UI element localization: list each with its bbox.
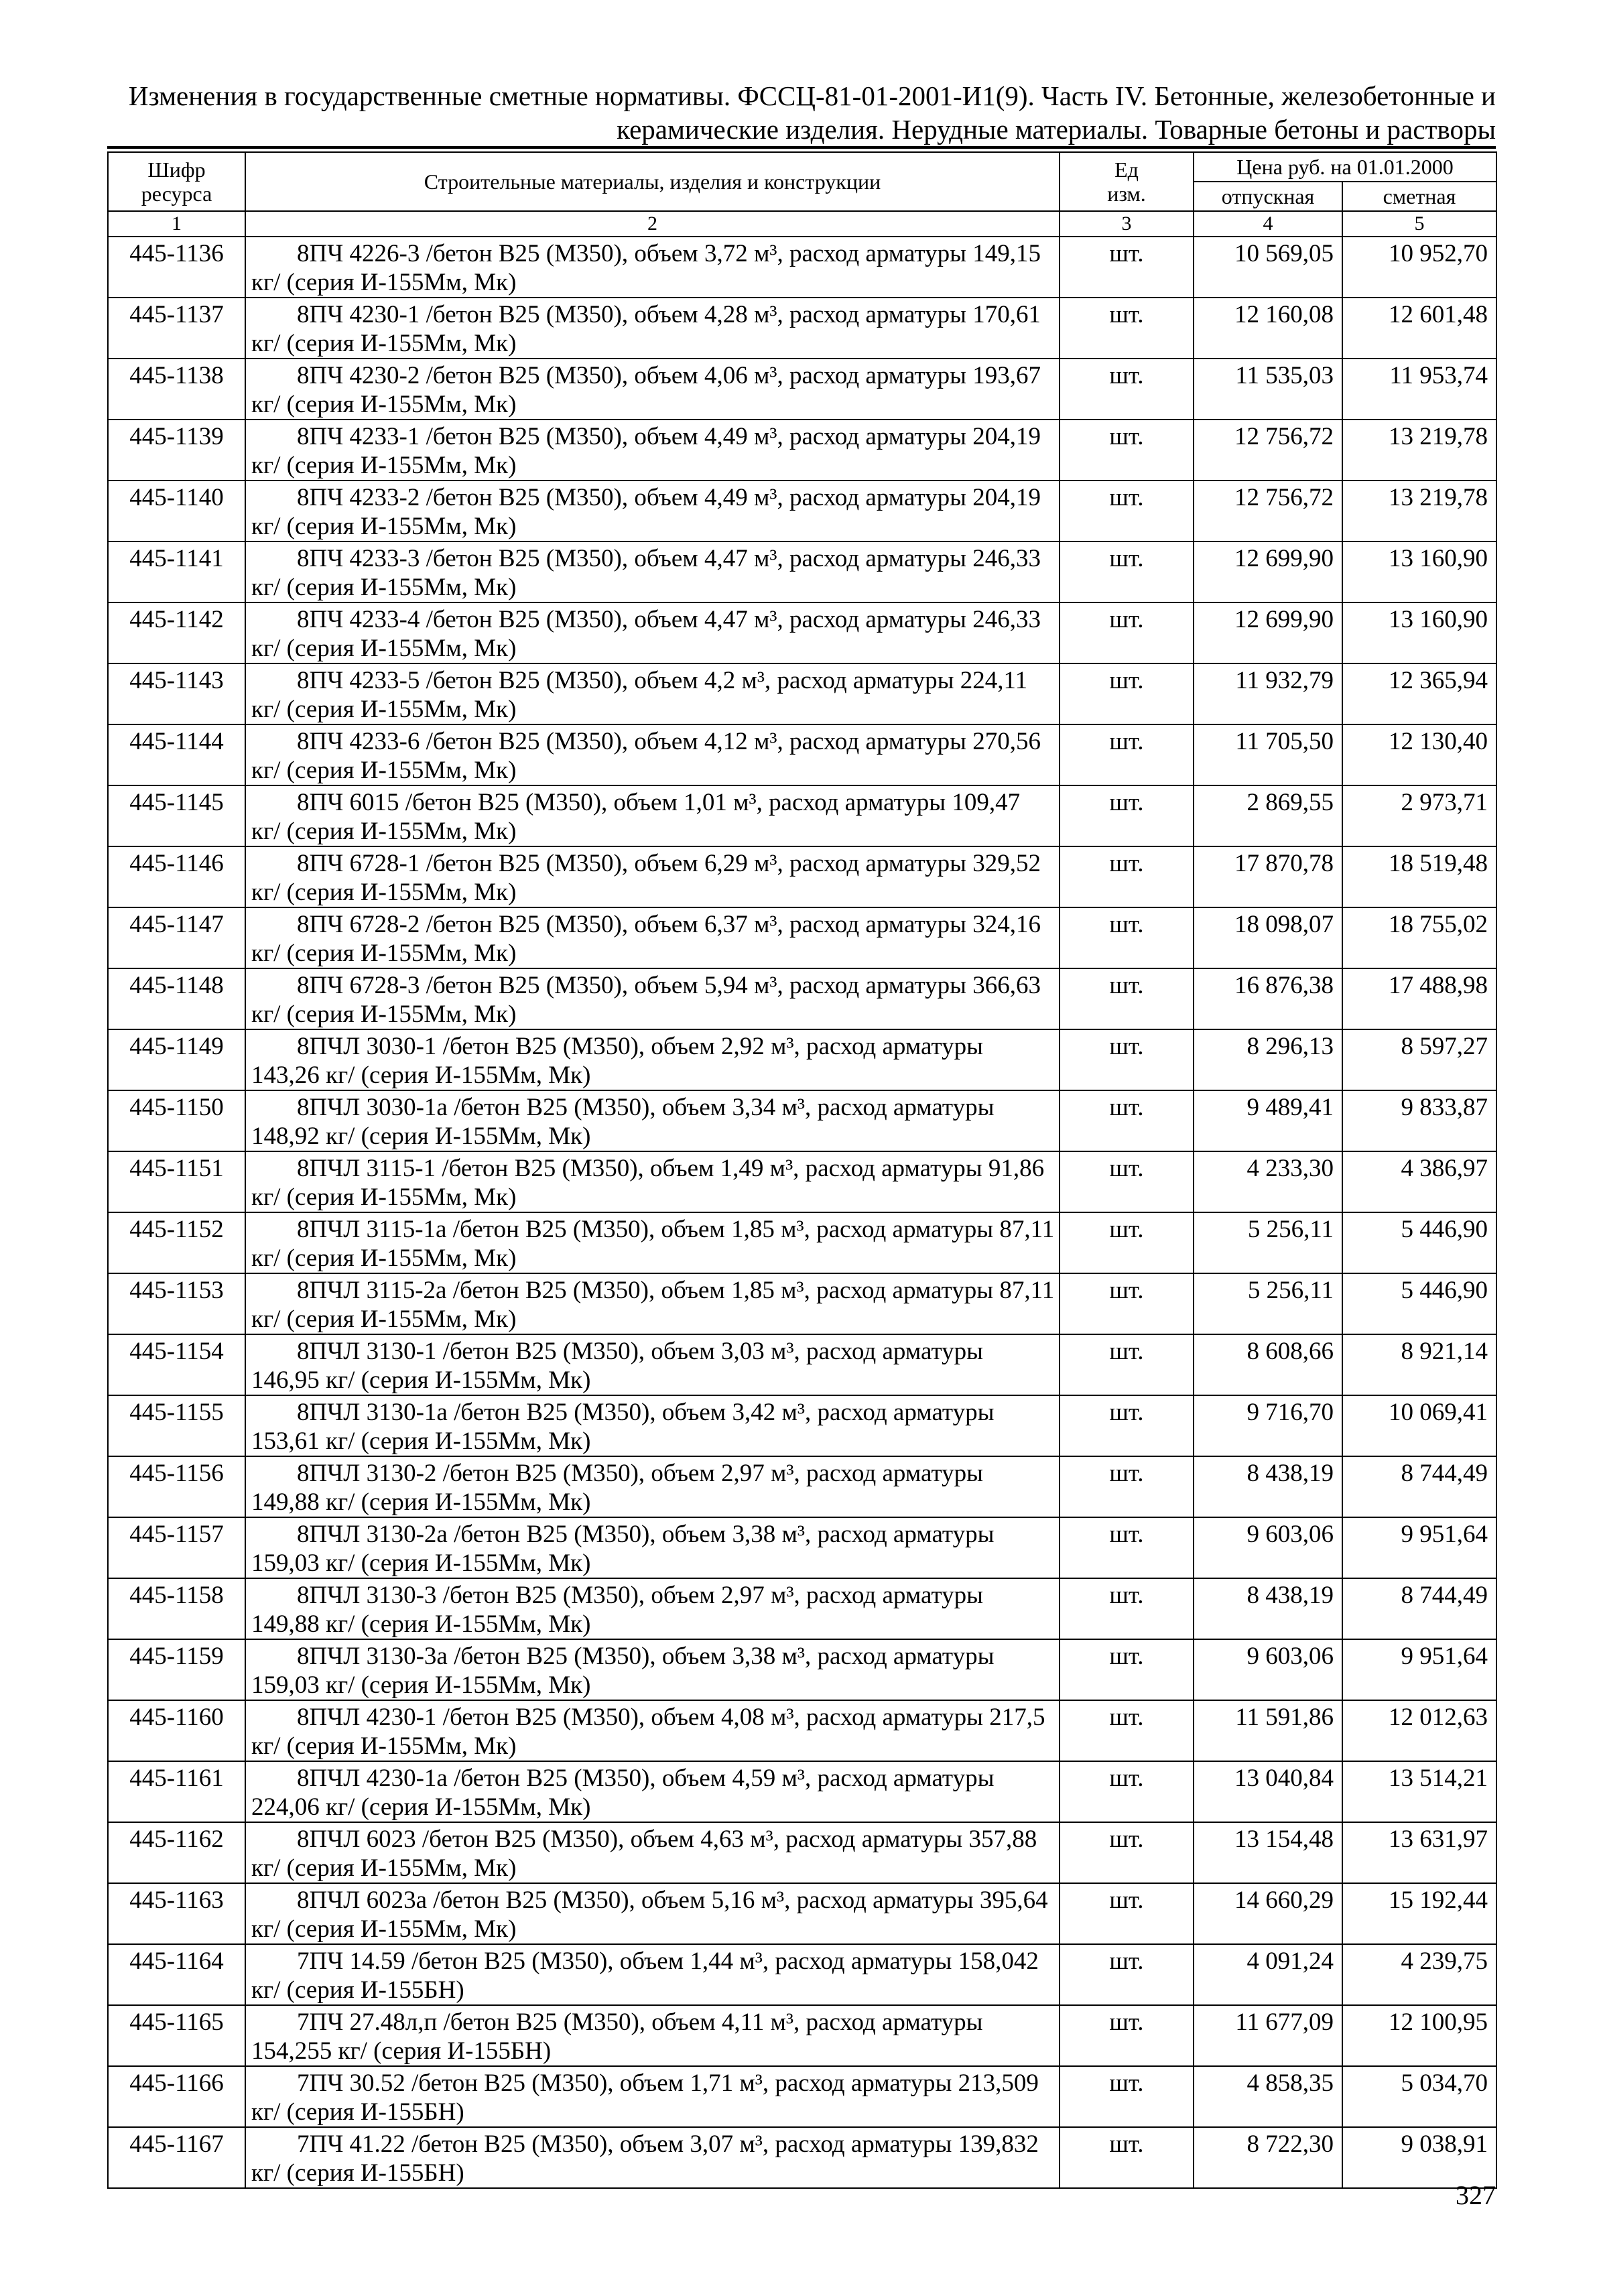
description-cell [245, 846, 1060, 907]
unit-cell: шт. [1060, 481, 1194, 541]
price-release-cell: 8 722,30 [1194, 2127, 1342, 2188]
price-estimate-cell: 11 953,74 [1342, 359, 1496, 420]
unit-cell: шт. [1060, 2066, 1194, 2127]
description-text: 7ПЧ 14.59 /бетон В25 (М350), объем 1,44 м³, расход арматуры 158,042 кг/ (серия И-155БН) [251, 1948, 1039, 2004]
unit-cell: шт. [1060, 298, 1194, 359]
description-text: 7ПЧ 30.52 /бетон В25 (М350), объем 1,71 м³, расход арматуры 213,509 кг/ (серия И-155БН) [251, 2069, 1039, 2126]
description-cell [245, 2127, 1060, 2188]
price-estimate-cell: 10 952,70 [1342, 237, 1496, 298]
price-release-cell: 17 870,78 [1194, 846, 1342, 907]
price-release-cell: 11 932,79 [1194, 663, 1342, 724]
table-row [108, 1700, 1496, 1761]
price-release-cell: 13 040,84 [1194, 1761, 1342, 1822]
description-text: 8ПЧЛ 3115-1 /бетон В25 (М350), объем 1,49 м³, расход арматуры 91,86 кг/ (серия И-155Мм, Мк) [251, 1155, 1045, 1211]
unit-cell: шт. [1060, 1273, 1194, 1334]
resource-code-cell: 445-1144 [108, 724, 245, 785]
price-estimate-cell: 5 446,90 [1342, 1273, 1496, 1334]
price-release-cell: 8 438,19 [1194, 1456, 1342, 1517]
price-estimate-cell: 17 488,98 [1342, 968, 1496, 1029]
unit-cell: шт. [1060, 237, 1194, 298]
resource-code-cell: 445-1141 [108, 541, 245, 602]
description-cell [245, 1517, 1060, 1578]
table-row [108, 1395, 1496, 1456]
description-cell [245, 1334, 1060, 1395]
unit-cell: шт. [1060, 907, 1194, 968]
unit-cell: шт. [1060, 663, 1194, 724]
price-estimate-cell: 13 160,90 [1342, 602, 1496, 663]
price-estimate-cell: 5 034,70 [1342, 2066, 1496, 2127]
resource-code-cell: 445-1142 [108, 602, 245, 663]
table-row [108, 237, 1496, 298]
price-estimate-cell: 18 519,48 [1342, 846, 1496, 907]
unit-cell: шт. [1060, 785, 1194, 846]
table-row [108, 2005, 1496, 2066]
price-release-cell: 8 438,19 [1194, 1578, 1342, 1639]
column-index-cell: 4 [1194, 211, 1342, 237]
col-header-unit-line2: изм. [1107, 182, 1146, 206]
price-estimate-cell: 4 239,75 [1342, 1944, 1496, 2005]
description-text: 8ПЧ 4233-1 /бетон В25 (М350), объем 4,49 м³, расход арматуры 204,19 кг/ (серия И-155Мм, Мк) [251, 423, 1041, 479]
price-estimate-cell: 8 597,27 [1342, 1029, 1496, 1090]
table-row [108, 1578, 1496, 1639]
description-text: 8ПЧЛ 3030-1 /бетон В25 (М350), объем 2,92 м³, расход арматуры 143,26 кг/ (серия И-155Мм, Мк) [251, 1033, 984, 1089]
column-index-cell: 5 [1342, 211, 1496, 237]
price-release-cell: 12 699,90 [1194, 541, 1342, 602]
description-text: 8ПЧ 4233-5 /бетон В25 (М350), объем 4,2 м³, расход арматуры 224,11 кг/ (серия И-155Мм, Мк) [251, 667, 1028, 723]
description-text: 8ПЧЛ 3115-2а /бетон В25 (М350), объем 1,85 м³, расход арматуры 87,11 кг/ (серия И-155Мм, Мк) [251, 1277, 1055, 1333]
price-release-cell: 4 091,24 [1194, 1944, 1342, 2005]
resource-code-cell: 445-1161 [108, 1761, 245, 1822]
unit-cell: шт. [1060, 1883, 1194, 1944]
description-cell [245, 2066, 1060, 2127]
unit-cell: шт. [1060, 420, 1194, 481]
description-cell [245, 724, 1060, 785]
description-cell [245, 968, 1060, 1029]
description-cell [245, 359, 1060, 420]
resource-code-cell: 445-1145 [108, 785, 245, 846]
table-body [108, 237, 1496, 2188]
col-header-description: Строительные материалы, изделия и конструкции [245, 152, 1060, 211]
price-estimate-cell: 13 219,78 [1342, 420, 1496, 481]
resource-code-cell: 445-1139 [108, 420, 245, 481]
description-text: 8ПЧ 4230-1 /бетон В25 (М350), объем 4,28 м³, расход арматуры 170,61 кг/ (серия И-155Мм, Мк) [251, 301, 1041, 357]
resource-code-cell: 445-1155 [108, 1395, 245, 1456]
description-text: 8ПЧ 6728-1 /бетон В25 (М350), объем 6,29 м³, расход арматуры 329,52 кг/ (серия И-155Мм, Мк) [251, 850, 1041, 906]
price-release-cell: 12 756,72 [1194, 481, 1342, 541]
description-text: 8ПЧ 4226-3 /бетон В25 (М350), объем 3,72 м³, расход арматуры 149,15 кг/ (серия И-155Мм, Мк) [251, 240, 1041, 296]
col-header-code [108, 152, 245, 211]
col-header-code-line2: ресурса [141, 182, 212, 206]
price-release-cell: 9 489,41 [1194, 1090, 1342, 1151]
description-cell [245, 298, 1060, 359]
resource-code-cell: 445-1160 [108, 1700, 245, 1761]
unit-cell: шт. [1060, 1639, 1194, 1700]
unit-cell: шт. [1060, 1700, 1194, 1761]
unit-cell: шт. [1060, 1151, 1194, 1212]
column-index-cell: 1 [108, 211, 245, 237]
resource-code-cell: 445-1153 [108, 1273, 245, 1334]
description-cell [245, 1029, 1060, 1090]
description-cell [245, 1090, 1060, 1151]
unit-cell: шт. [1060, 1456, 1194, 1517]
price-estimate-cell: 8 744,49 [1342, 1456, 1496, 1517]
header-rule [107, 146, 1496, 149]
table-row [108, 663, 1496, 724]
column-index-cell: 2 [245, 211, 1060, 237]
price-estimate-cell: 12 012,63 [1342, 1700, 1496, 1761]
unit-cell: шт. [1060, 1944, 1194, 2005]
resource-code-cell: 445-1154 [108, 1334, 245, 1395]
description-cell [245, 785, 1060, 846]
resource-code-cell: 445-1146 [108, 846, 245, 907]
price-release-cell: 8 296,13 [1194, 1029, 1342, 1090]
description-text: 8ПЧ 4230-2 /бетон В25 (М350), объем 4,06 м³, расход арматуры 193,67 кг/ (серия И-155Мм, Мк) [251, 362, 1041, 418]
price-release-cell: 11 705,50 [1194, 724, 1342, 785]
description-cell [245, 907, 1060, 968]
price-estimate-cell: 8 921,14 [1342, 1334, 1496, 1395]
table-row [108, 420, 1496, 481]
table-row [108, 846, 1496, 907]
table-row [108, 359, 1496, 420]
description-cell [245, 1700, 1060, 1761]
description-cell [245, 541, 1060, 602]
unit-cell: шт. [1060, 1090, 1194, 1151]
description-cell [245, 1883, 1060, 1944]
col-header-code-line1: Шифр [147, 157, 206, 182]
description-cell [245, 602, 1060, 663]
price-estimate-cell: 12 601,48 [1342, 298, 1496, 359]
price-release-cell: 9 716,70 [1194, 1395, 1342, 1456]
price-release-cell: 9 603,06 [1194, 1517, 1342, 1578]
table-row [108, 1761, 1496, 1822]
table-row [108, 724, 1496, 785]
description-cell [245, 2005, 1060, 2066]
column-index-cell: 3 [1060, 211, 1194, 237]
table-row [108, 1944, 1496, 2005]
price-estimate-cell: 10 069,41 [1342, 1395, 1496, 1456]
page-number: 327 [1456, 2180, 1496, 2210]
resource-code-cell: 445-1136 [108, 237, 245, 298]
price-release-cell: 5 256,11 [1194, 1212, 1342, 1273]
resource-code-cell: 445-1167 [108, 2127, 245, 2188]
resource-code-cell: 445-1137 [108, 298, 245, 359]
description-text: 8ПЧЛ 3130-1а /бетон В25 (М350), объем 3,42 м³, расход арматуры 153,61 кг/ (серия И-155Мм, Мк) [251, 1399, 995, 1455]
table-row [108, 1090, 1496, 1151]
description-text: 8ПЧЛ 3130-2 /бетон В25 (М350), объем 2,97 м³, расход арматуры 149,88 кг/ (серия И-155Мм, Мк) [251, 1460, 984, 1516]
price-release-cell: 11 677,09 [1194, 2005, 1342, 2066]
price-release-cell: 18 098,07 [1194, 907, 1342, 968]
resource-code-cell: 445-1163 [108, 1883, 245, 1944]
description-text: 8ПЧ 6015 /бетон В25 (М350), объем 1,01 м³, расход арматуры 109,47 кг/ (серия И-155Мм, Мк) [251, 789, 1021, 845]
description-cell [245, 1151, 1060, 1212]
description-cell [245, 420, 1060, 481]
col-header-price-group: Цена руб. на 01.01.2000 [1194, 152, 1496, 182]
description-cell [245, 481, 1060, 541]
column-index-row [108, 211, 1496, 237]
unit-cell: шт. [1060, 602, 1194, 663]
price-release-cell: 5 256,11 [1194, 1273, 1342, 1334]
header-line-2: керамические изделия. Нерудные материалы. Товарные бетоны и растворы [617, 114, 1496, 145]
price-estimate-cell: 9 833,87 [1342, 1090, 1496, 1151]
description-text: 8ПЧЛ 3030-1а /бетон В25 (М350), объем 3,34 м³, расход арматуры 148,92 кг/ (серия И-155Мм, Мк) [251, 1094, 995, 1150]
unit-cell: шт. [1060, 1578, 1194, 1639]
description-cell [245, 237, 1060, 298]
resource-code-cell: 445-1157 [108, 1517, 245, 1578]
table-row [108, 541, 1496, 602]
unit-cell: шт. [1060, 1517, 1194, 1578]
resource-code-cell: 445-1138 [108, 359, 245, 420]
table-row [108, 602, 1496, 663]
unit-cell: шт. [1060, 1822, 1194, 1883]
price-release-cell: 14 660,29 [1194, 1883, 1342, 1944]
resource-code-cell: 445-1140 [108, 481, 245, 541]
description-cell [245, 1273, 1060, 1334]
unit-cell: шт. [1060, 1212, 1194, 1273]
price-estimate-cell: 13 631,97 [1342, 1822, 1496, 1883]
table-row [108, 1456, 1496, 1517]
price-release-cell: 8 608,66 [1194, 1334, 1342, 1395]
description-text: 8ПЧЛ 4230-1а /бетон В25 (М350), объем 4,59 м³, расход арматуры 224,06 кг/ (серия И-155Мм, Мк) [251, 1765, 995, 1821]
resource-code-cell: 445-1152 [108, 1212, 245, 1273]
price-estimate-cell: 13 160,90 [1342, 541, 1496, 602]
description-text: 8ПЧ 6728-3 /бетон В25 (М350), объем 5,94 м³, расход арматуры 366,63 кг/ (серия И-155Мм, Мк) [251, 972, 1041, 1028]
table-row [108, 481, 1496, 541]
resource-code-cell: 445-1159 [108, 1639, 245, 1700]
resource-code-cell: 445-1143 [108, 663, 245, 724]
price-estimate-cell: 9 951,64 [1342, 1517, 1496, 1578]
description-text: 7ПЧ 27.48л,п /бетон В25 (М350), объем 4,11 м³, расход арматуры 154,255 кг/ (серия И-155БН) [251, 2008, 983, 2065]
resource-code-cell: 445-1147 [108, 907, 245, 968]
description-cell [245, 1395, 1060, 1456]
description-cell [245, 1212, 1060, 1273]
description-text: 8ПЧЛ 6023 /бетон В25 (М350), объем 4,63 м³, расход арматуры 357,88 кг/ (серия И-155Мм, Мк) [251, 1826, 1037, 1882]
description-text: 8ПЧ 4233-3 /бетон В25 (М350), объем 4,47 м³, расход арматуры 246,33 кг/ (серия И-155Мм, Мк) [251, 545, 1041, 601]
price-estimate-cell: 18 755,02 [1342, 907, 1496, 968]
unit-cell: шт. [1060, 1761, 1194, 1822]
description-text: 8ПЧЛ 6023а /бетон В25 (М350), объем 5,16 м³, расход арматуры 395,64 кг/ (серия И-155Мм, Мк) [251, 1887, 1048, 1943]
price-release-cell: 12 756,72 [1194, 420, 1342, 481]
price-release-cell: 16 876,38 [1194, 968, 1342, 1029]
unit-cell: шт. [1060, 541, 1194, 602]
table-row [108, 2127, 1496, 2188]
table-row [108, 968, 1496, 1029]
table-row [108, 2066, 1496, 2127]
unit-cell: шт. [1060, 2005, 1194, 2066]
price-release-cell: 9 603,06 [1194, 1639, 1342, 1700]
price-estimate-cell: 13 219,78 [1342, 481, 1496, 541]
col-header-unit-line1: Ед [1114, 157, 1139, 182]
col-header-price-estimate: сметная [1342, 182, 1496, 211]
resource-code-cell: 445-1166 [108, 2066, 245, 2127]
description-cell [245, 1639, 1060, 1700]
description-text: 8ПЧЛ 3130-1 /бетон В25 (М350), объем 3,03 м³, расход арматуры 146,95 кг/ (серия И-155Мм, Мк) [251, 1338, 984, 1394]
price-release-cell: 2 869,55 [1194, 785, 1342, 846]
description-text: 8ПЧ 4233-4 /бетон В25 (М350), объем 4,47 м³, расход арматуры 246,33 кг/ (серия И-155Мм, Мк) [251, 606, 1041, 662]
price-estimate-cell: 12 365,94 [1342, 663, 1496, 724]
description-cell [245, 1456, 1060, 1517]
table-row [108, 1212, 1496, 1273]
price-release-cell: 13 154,48 [1194, 1822, 1342, 1883]
price-estimate-cell: 8 744,49 [1342, 1578, 1496, 1639]
table-row [108, 1517, 1496, 1578]
table-row [108, 1273, 1496, 1334]
resource-code-cell: 445-1164 [108, 1944, 245, 2005]
table-row [108, 907, 1496, 968]
price-estimate-cell: 5 446,90 [1342, 1212, 1496, 1273]
price-estimate-cell: 4 386,97 [1342, 1151, 1496, 1212]
description-text: 8ПЧ 4233-2 /бетон В25 (М350), объем 4,49 м³, расход арматуры 204,19 кг/ (серия И-155Мм, Мк) [251, 484, 1041, 540]
price-release-cell: 10 569,05 [1194, 237, 1342, 298]
table-row [108, 1334, 1496, 1395]
description-text: 8ПЧ 6728-2 /бетон В25 (М350), объем 6,37 м³, расход арматуры 324,16 кг/ (серия И-155Мм, Мк) [251, 911, 1041, 967]
description-cell [245, 1578, 1060, 1639]
description-text: 8ПЧ 4233-6 /бетон В25 (М350), объем 4,12 м³, расход арматуры 270,56 кг/ (серия И-155Мм, Мк) [251, 728, 1041, 784]
resource-code-cell: 445-1165 [108, 2005, 245, 2066]
description-text: 8ПЧЛ 3130-3а /бетон В25 (М350), объем 3,38 м³, расход арматуры 159,03 кг/ (серия И-155Мм, Мк) [251, 1643, 995, 1699]
resource-code-cell: 445-1158 [108, 1578, 245, 1639]
price-estimate-cell: 2 973,71 [1342, 785, 1496, 846]
col-header-unit [1060, 152, 1194, 211]
price-estimate-cell: 12 130,40 [1342, 724, 1496, 785]
description-text: 8ПЧЛ 3130-3 /бетон В25 (М350), объем 2,97 м³, расход арматуры 149,88 кг/ (серия И-155Мм, Мк) [251, 1582, 984, 1638]
price-release-cell: 4 233,30 [1194, 1151, 1342, 1212]
description-text: 8ПЧЛ 4230-1 /бетон В25 (М350), объем 4,08 м³, расход арматуры 217,5 кг/ (серия И-155Мм, Мк) [251, 1704, 1045, 1760]
description-cell [245, 1822, 1060, 1883]
col-header-price-release: отпускная [1194, 182, 1342, 211]
description-text: 7ПЧ 41.22 /бетон В25 (М350), объем 3,07 м³, расход арматуры 139,832 кг/ (серия И-155БН) [251, 2130, 1039, 2187]
unit-cell: шт. [1060, 724, 1194, 785]
description-text: 8ПЧЛ 3130-2а /бетон В25 (М350), объем 3,38 м³, расход арматуры 159,03 кг/ (серия И-155Мм, Мк) [251, 1521, 995, 1577]
description-cell [245, 663, 1060, 724]
unit-cell: шт. [1060, 1029, 1194, 1090]
resource-price-table [107, 151, 1497, 2189]
table-row [108, 785, 1496, 846]
description-cell [245, 1761, 1060, 1822]
table-row [108, 298, 1496, 359]
resource-code-cell: 445-1151 [108, 1151, 245, 1212]
description-cell [245, 1944, 1060, 2005]
price-estimate-cell: 13 514,21 [1342, 1761, 1496, 1822]
unit-cell: шт. [1060, 359, 1194, 420]
page-header [107, 79, 1496, 146]
table-row [108, 1151, 1496, 1212]
price-estimate-cell: 15 192,44 [1342, 1883, 1496, 1944]
table-row [108, 1822, 1496, 1883]
unit-cell: шт. [1060, 968, 1194, 1029]
resource-code-cell: 445-1148 [108, 968, 245, 1029]
price-release-cell: 11 535,03 [1194, 359, 1342, 420]
resource-code-cell: 445-1149 [108, 1029, 245, 1090]
header-line-1: Изменения в государственные сметные нормативы. ФССЦ-81-01-2001-И1(9). Часть IV. Бетонные, железобетонные и [128, 80, 1496, 111]
unit-cell: шт. [1060, 846, 1194, 907]
price-release-cell: 12 160,08 [1194, 298, 1342, 359]
table-row [108, 1029, 1496, 1090]
price-estimate-cell: 9 951,64 [1342, 1639, 1496, 1700]
price-release-cell: 11 591,86 [1194, 1700, 1342, 1761]
price-release-cell: 12 699,90 [1194, 602, 1342, 663]
price-release-cell: 4 858,35 [1194, 2066, 1342, 2127]
resource-code-cell: 445-1150 [108, 1090, 245, 1151]
resource-code-cell: 445-1162 [108, 1822, 245, 1883]
table-row [108, 1883, 1496, 1944]
unit-cell: шт. [1060, 1334, 1194, 1395]
price-estimate-cell: 12 100,95 [1342, 2005, 1496, 2066]
table-row [108, 1639, 1496, 1700]
resource-code-cell: 445-1156 [108, 1456, 245, 1517]
unit-cell: шт. [1060, 1395, 1194, 1456]
description-text: 8ПЧЛ 3115-1а /бетон В25 (М350), объем 1,85 м³, расход арматуры 87,11 кг/ (серия И-155Мм, Мк) [251, 1216, 1055, 1272]
unit-cell: шт. [1060, 2127, 1194, 2188]
price-estimate-cell: 9 038,91 [1342, 2127, 1496, 2188]
